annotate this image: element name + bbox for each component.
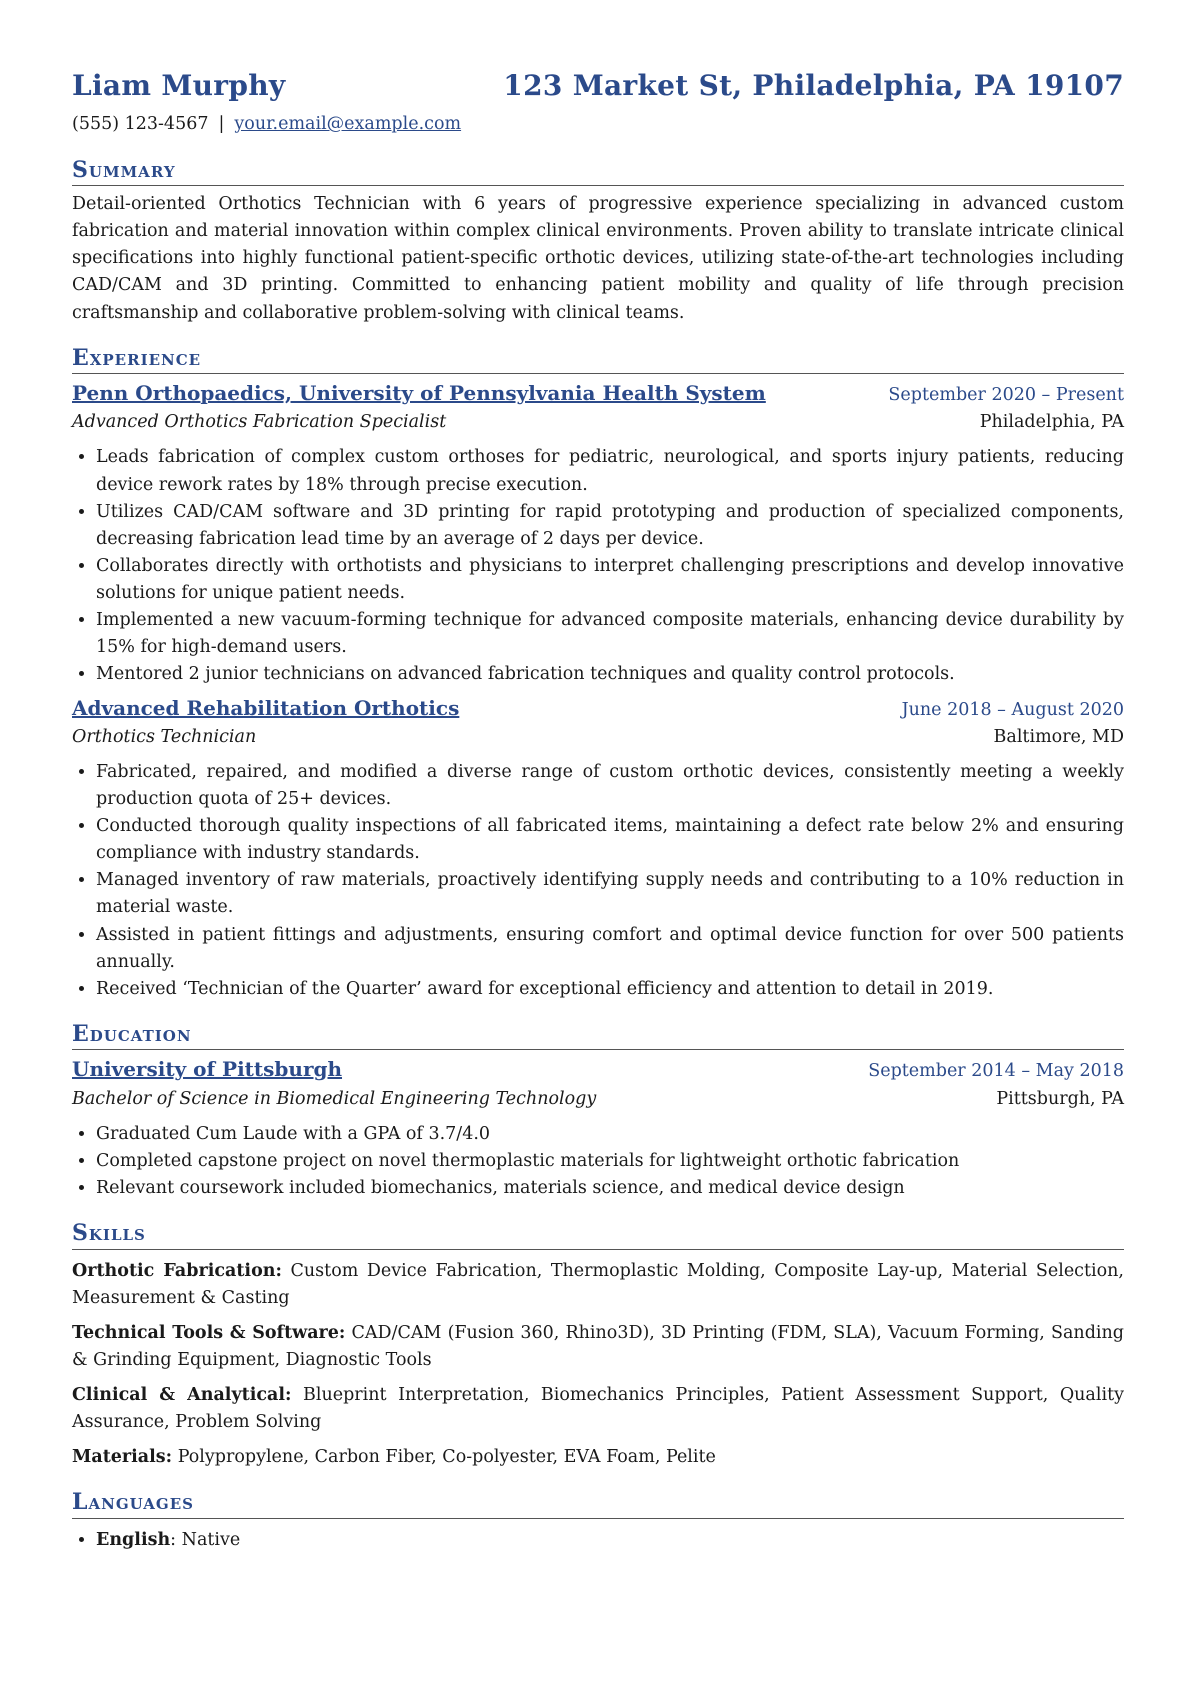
job-location: Baltimore, MD — [993, 726, 1124, 747]
education-list — [72, 1121, 1124, 1202]
education-entry — [72, 1054, 1124, 1202]
section-title-experience: Experience — [72, 345, 1124, 375]
list-item: • Completed capstone project on novel thermoplastic materials for lightweight orthotic fabrication — [96, 1148, 1124, 1175]
list-item — [96, 1527, 1124, 1554]
education-dates: September 2014 – May 2018 — [868, 1061, 1124, 1082]
skill-values: Polypropylene, Carbon Fiber, Co-polyester, EVA Foam, Pelite — [177, 1447, 716, 1468]
summary-text: Detail-oriented Orthotics Technician with 6 years of progressive experience specializing in advanced custom fabrication and material innovation within complex clinical environments. Proven ability to translate intricate clinical specifications into highly functional patient-specific orthotic devices, utilizing state-of-the-art technologies including CAD/CAM and 3D printing. Committed to enhancing patient mobility and quality of life through precision craftsmanship and collaborative problem-solving with clinical teams. — [72, 194, 1124, 323]
school-link[interactable]: University of Pittsburgh — [72, 1057, 343, 1082]
candidate-name: Liam Murphy — [72, 69, 286, 102]
achievement-list — [72, 444, 1124, 688]
section-title-languages: Languages — [72, 1489, 1124, 1519]
section-title-education: Education — [72, 1021, 1124, 1051]
job-title: Advanced Orthotics Fabrication Specialist — [72, 412, 447, 433]
section-title-skills: Skills — [72, 1220, 1124, 1250]
degree: Bachelor of Science in Biomedical Engineering Technology — [72, 1088, 597, 1109]
list-item: • Received ‘Technician of the Quarter’ award for exceptional efficiency and attention to detail in 2019. — [96, 976, 1124, 1003]
language-name: English — [96, 1529, 171, 1550]
address: 123 Market St, Philadelphia, PA 19107 — [503, 69, 1124, 102]
phone: (555) 123-4567 — [72, 114, 209, 135]
skill-group — [72, 1444, 1124, 1471]
job-title: Orthotics Technician — [72, 726, 257, 747]
skill-group — [72, 1258, 1124, 1312]
list-item: • Assisted in patient fittings and adjustments, ensuring comfort and optimal device function for over 500 patients annually. — [96, 922, 1124, 976]
list-item: • Conducted thorough quality inspections of all fabricated items, maintaining a defect rate below 2% and ensuring compliance with industry standards. — [96, 813, 1124, 867]
skill-values: CAD/CAM (Fusion 360, Rhino3D), 3D Printing (FDM, SLA), Vacuum Forming, Sanding & Grinding Equipment, Diagnostic Tools — [72, 1322, 1124, 1370]
section-title-summary: Summary — [72, 157, 1124, 187]
list-item: • Graduated Cum Laude with a GPA of 3.7/4.0 — [96, 1121, 1124, 1148]
job-location: Philadelphia, PA — [979, 412, 1124, 433]
language-list — [72, 1527, 1124, 1554]
employer-link[interactable]: Advanced Rehabilitation Orthotics — [72, 695, 460, 720]
list-item: • Relevant coursework included biomechanics, materials science, and medical device design — [96, 1175, 1124, 1202]
skill-group — [72, 1382, 1124, 1436]
employment-dates: September 2020 – Present — [888, 385, 1124, 406]
skill-label: Technical Tools & Software: — [72, 1322, 346, 1343]
achievement-list — [72, 759, 1124, 1003]
experience-entry — [72, 378, 1124, 688]
list-item: • Implemented a new vacuum-forming technique for advanced composite materials, enhancing device durability by 15% for high-demand users. — [96, 607, 1124, 661]
list-item: • Leads fabrication of complex custom orthoses for pediatric, neurological, and sports injury patients, reducing device rework rates by 18% through precise execution. — [96, 444, 1124, 498]
experience-entry — [72, 693, 1124, 1003]
skill-label: Orthotic Fabrication: — [72, 1260, 282, 1281]
contact-line — [72, 111, 1124, 138]
employer-link[interactable]: Penn Orthopaedics, University of Pennsylvania Health System — [72, 381, 766, 406]
list-item: • Collaborates directly with orthotists and physicians to interpret challenging prescriptions and develop innovative solutions for unique patient needs. — [96, 553, 1124, 607]
email-link[interactable]: your.email@example.com — [234, 114, 462, 135]
skill-values: Blueprint Interpretation, Biomechanics Principles, Patient Assessment Support, Quality Assurance, Problem Solving — [72, 1385, 1124, 1433]
header — [72, 64, 1124, 107]
list-item: • Mentored 2 junior technicians on advanced fabrication techniques and quality control protocols. — [96, 661, 1124, 688]
list-item: • Utilizes CAD/CAM software and 3D printing for rapid prototyping and production of specialized components, decreasing fabrication lead time by an average of 2 days per device. — [96, 499, 1124, 553]
contact-separator: | — [218, 114, 225, 135]
skill-label: Clinical & Analytical: — [72, 1385, 292, 1406]
employment-dates: June 2018 – August 2020 — [901, 699, 1124, 720]
language-level: : Native — [170, 1529, 241, 1550]
school-location: Pittsburgh, PA — [996, 1088, 1124, 1109]
list-item: • Fabricated, repaired, and modified a diverse range of custom orthotic devices, consistently meeting a weekly production quota of 25+ devices. — [96, 759, 1124, 813]
list-item: • Managed inventory of raw materials, proactively identifying supply needs and contributing to a 10% reduction in material waste. — [96, 867, 1124, 921]
skill-label: Materials: — [72, 1447, 173, 1468]
skill-group — [72, 1320, 1124, 1374]
skill-values: Custom Device Fabrication, Thermoplastic Molding, Composite Lay-up, Material Selection, Measurement & Casting — [72, 1260, 1124, 1308]
